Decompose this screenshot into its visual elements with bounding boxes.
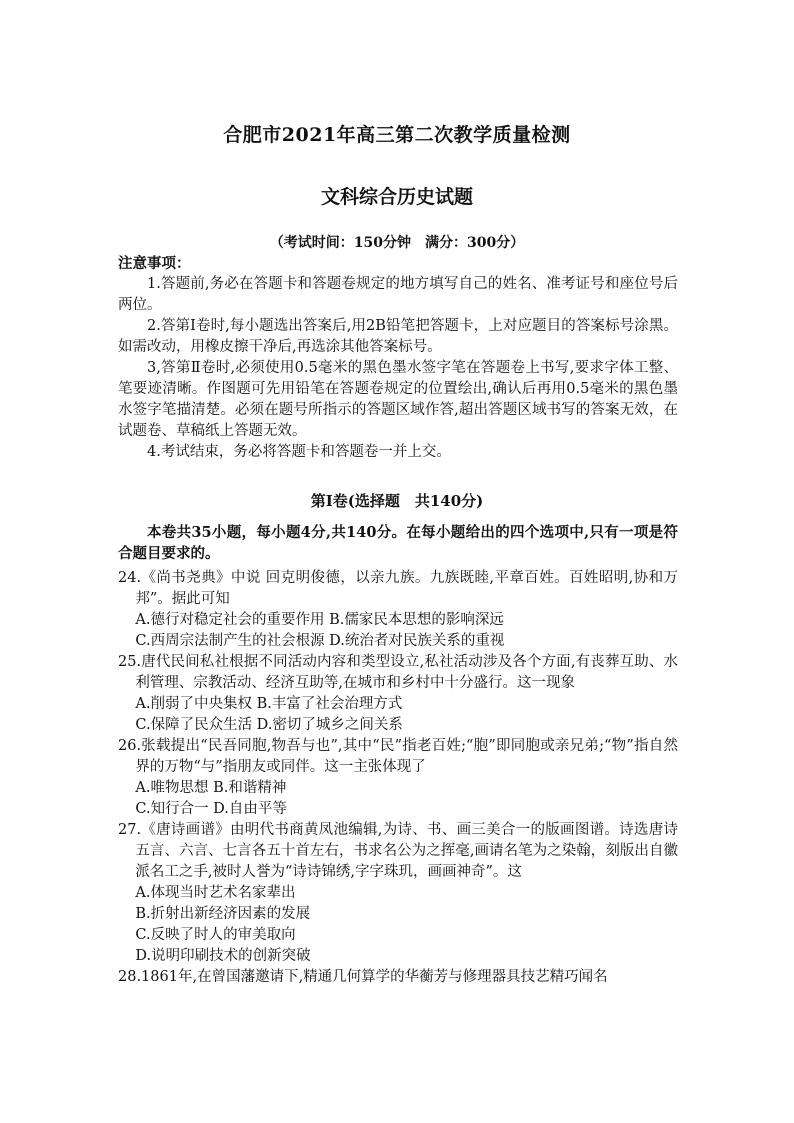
option-line: A.体现当时艺术名家辈出 (135, 885, 296, 901)
exam-time-score: （考试时间：150分钟 满分：300分） (269, 235, 525, 251)
notice-section (118, 253, 678, 463)
question-stem: 24.《尚书尧典》中说 回克明俊德，以亲九族。九族既睦,平章百姓。百姓昭明,协和万邦”。据此可知 (118, 570, 678, 607)
option-line: B.折射出新经济因素的发展 (135, 906, 311, 922)
option-line: A.唯物思想 B.和谐精神 (135, 780, 287, 796)
option-line: A.削弱了中央集权 B.丰富了社会治理方式 (135, 696, 403, 712)
notice-item: 1.答题前,务必在答题卡和答题卷规定的地方填写自己的姓名、准考证号和座位号后两位。 (118, 276, 678, 313)
questions-section (118, 522, 678, 988)
notice-item: 3,答第Ⅱ卷时,必须使用0.5毫米的黑色墨水签字笔在答题卷上书写,要求字体工整、笔要迹清晰。作图题可先用铅笔在答题卷规定的位置绘出,确认后再用0.5毫米的黑色墨水签字笔描清楚。必须在题号所指示的答题区域作答,超出答题区域书写的答案无效，在试题卷、草稿纸上答题无效。 (118, 360, 678, 439)
question-26 (118, 736, 678, 820)
option-line: C.保障了民众生活 D.密切了城乡之间关系 (135, 717, 403, 733)
question-stem: 26.张载提出“民吾同胞,物吾与也”,其中“民”指老百姓;“胞”即同胞或亲兄弟;“物”指自然界的万物“与”指朋友或同伴。这一主张体现了 (118, 738, 678, 775)
question-24 (118, 568, 678, 652)
question-28 (118, 967, 678, 988)
option-line: A.德行对稳定社会的重要作用 B.儒家民本思想的影响深远 (135, 612, 504, 628)
exam-title: 合肥市2021年高三第二次教学质量检测 (223, 124, 571, 146)
option-line: D.说明印刷技术的创新突破 (135, 948, 311, 964)
question-stem: 28.1861年,在曾国藩邀请下,精通几何算学的华蘅芳与修理器具技艺精巧闻名 (118, 969, 608, 985)
section-heading: 第Ⅰ卷(选择题 共140分) (310, 492, 484, 510)
option-line: C.反映了时人的审美取向 (135, 927, 296, 943)
option-line: C.知行合一 D.自由平等 (135, 801, 287, 817)
exam-subtitle: 文科综合历史试题 (320, 186, 473, 208)
notice-heading: 注意事项： (118, 255, 191, 272)
option-line: C.西周宗法制产生的社会根源 D.统治者对民族关系的重视 (135, 633, 505, 649)
question-27 (118, 820, 678, 967)
section-intro: 本卷共35小题，每小题4分,共140分。在每小题给出的四个选项中,只有一项是符合题目要求的。 (118, 524, 678, 562)
question-stem: 27.《唐诗画谱》由明代书商黄凤池编辑,为诗、书、画三美合一的版画图谱。诗选唐诗五言、六言、七言各五十首左右，书求名公为之挥毫,画请名笔为之染翰，刻版出自徽派名工之手,被时人誉为“诗诗锦绣,字字珠玑，画画神奇”。这 (118, 822, 678, 880)
question-stem: 25.唐代民间私社根据不同活动内容和类型设立,私社活动涉及各个方面,有丧葬互助、水利管理、宗教活动、经济互助等,在城市和乡村中十分盛行。这一现象 (118, 654, 678, 691)
notice-item: 4.考试结束，务必将答题卡和答题卷一并上交。 (147, 444, 451, 460)
notice-item: 2.答第Ⅰ卷时,每小题选出答案后,用2B铅笔把答题卡，上对应题目的答案标号涂黑。如需改动，用橡皮擦干净后,再选涂其他答案标号。 (118, 318, 678, 355)
question-25 (118, 652, 678, 736)
